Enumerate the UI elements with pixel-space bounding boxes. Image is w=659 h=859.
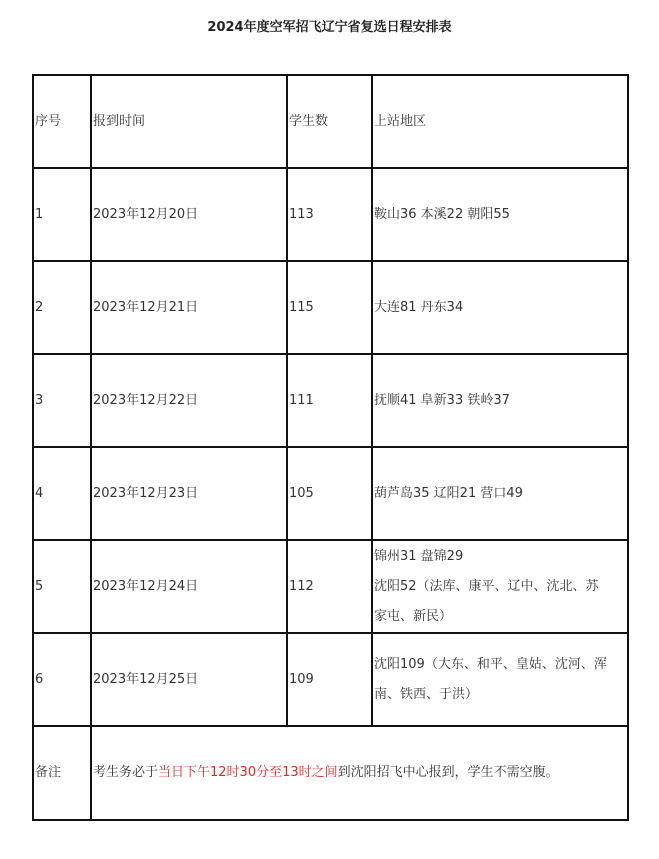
row-seq: 4: [33, 447, 91, 540]
note-text-after: 到沈阳招飞中心报到，学生不需空腹。: [337, 765, 559, 780]
schedule-table: [32, 74, 629, 821]
region-line: 南、铁西、于洪）: [374, 686, 479, 702]
region-line: 抚顺41 阜新33 铁岭37: [374, 392, 510, 408]
row-count: 105: [287, 447, 372, 540]
row-count: 111: [287, 354, 372, 447]
note-text-before: 考生务必于: [93, 765, 159, 780]
table-row: [33, 354, 628, 447]
header-seq: 序号: [33, 75, 91, 168]
region-line: 葫芦岛35 辽阳21 营口49: [374, 485, 523, 501]
table-row: [33, 447, 628, 540]
table-header-row: [33, 75, 628, 168]
region-line: 家屯、新民）: [374, 608, 453, 624]
table-row: [33, 633, 628, 726]
row-date: 2023年12月25日: [91, 633, 287, 726]
row-region: [372, 447, 628, 540]
note-text: [91, 726, 628, 820]
row-date: 2023年12月22日: [91, 354, 287, 447]
header-count: 学生数: [287, 75, 372, 168]
row-region: [372, 168, 628, 261]
row-region: [372, 633, 628, 726]
note-row: [33, 726, 628, 820]
region-line: 沈阳109（大东、和平、皇姑、沈河、浑: [374, 656, 607, 672]
region-line: 大连81 丹东34: [374, 299, 464, 315]
region-line: 沈阳52（法库、康平、辽中、沈北、苏: [374, 578, 599, 594]
note-text-highlight: 当日下午12时30分至13时之间: [158, 765, 338, 780]
row-seq: 5: [33, 540, 91, 633]
row-count: 115: [287, 261, 372, 354]
row-date: 2023年12月20日: [91, 168, 287, 261]
row-seq: 3: [33, 354, 91, 447]
row-seq: 1: [33, 168, 91, 261]
table-row: [33, 261, 628, 354]
row-region: [372, 261, 628, 354]
row-count: 113: [287, 168, 372, 261]
header-region: 上站地区: [372, 75, 628, 168]
row-date: 2023年12月23日: [91, 447, 287, 540]
region-line: 鞍山36 本溪22 朝阳55: [374, 206, 510, 222]
row-region: [372, 354, 628, 447]
page-title: 2024年度空军招飞辽宁省复选日程安排表: [207, 20, 452, 35]
row-count: 109: [287, 633, 372, 726]
header-date: 报到时间: [91, 75, 287, 168]
row-seq: 2: [33, 261, 91, 354]
note-label: 备注: [33, 726, 91, 820]
row-region: [372, 540, 628, 633]
row-count: 112: [287, 540, 372, 633]
region-line: 锦州31 盘锦29: [374, 548, 464, 564]
row-date: 2023年12月24日: [91, 540, 287, 633]
row-date: 2023年12月21日: [91, 261, 287, 354]
table-row: [33, 540, 628, 633]
row-seq: 6: [33, 633, 91, 726]
table-row: [33, 168, 628, 261]
